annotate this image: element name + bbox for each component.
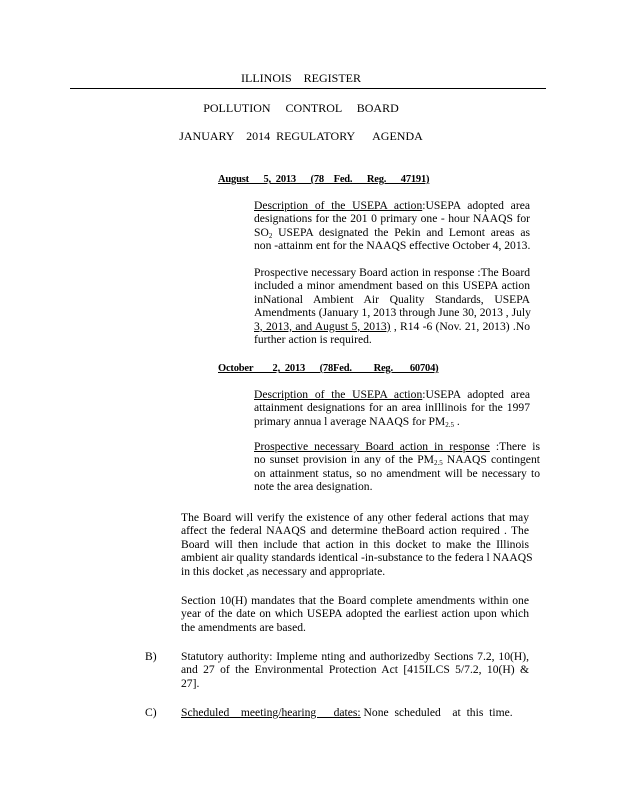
text-line: further action is required. [254,333,372,347]
text-line: Section 10(H) mandates that the Board complete amendments within one [181,594,529,607]
register-title: ILLINOIS REGISTER [241,71,361,85]
text-line: non -attainm ent for the NAAQS effective October 4, 2013. [254,239,531,253]
text-line: primary annua l average NAAQS for $PM_{2.5}$ . [254,414,460,429]
prospective-paragraph-1 [254,266,530,346]
scheduled-meetings-value: None scheduled at this time. [360,706,513,719]
text-line: affect the federal NAAQS and determine theBoard action required . The [181,524,529,538]
text-line: included a minor amendment based on this USEPA action [254,279,530,293]
description-label: Description of the USEPA action [254,199,423,212]
text-line: Statutory authority: Impleme nting and authorizedby Sections 7.2, 10(H), [181,650,529,663]
scheduled-meetings-line [181,706,513,719]
text-line: inNational Ambient Air Quality Standards, USEPA [254,292,530,306]
description-paragraph-1 [254,199,530,253]
text-line: attainment designations for an area inIllinois for the 1997 [254,401,530,415]
text-line: designations for the 201 0 primary one - hour NAAQS for [254,212,530,226]
text-line: the amendments are based. [181,620,306,634]
text-line: note the area designation. [254,480,373,494]
section-10h-paragraph [181,594,529,634]
text-line: Amendments (January 1, 2013 through June 30, 2013 , July [254,306,531,320]
text-line: ambient air quality standards identical -in-substance to the federa l NAAQS [181,551,533,565]
scheduled-meetings-label: Scheduled meeting/hearing dates: [181,706,361,719]
prospective-paragraph-2 [254,440,540,494]
text-line: Description of the USEPA action:USEPA adopted area [254,199,530,212]
text-line: on attainment status, so no amendment will be necessary to [254,466,540,480]
text-line: 27]. [181,676,200,690]
item-c-marker: C) [145,706,157,719]
text-line: Board will then include that action in this docket to make the Illinois [181,537,529,551]
description-paragraph-2 [254,388,530,428]
text-line: Description of the USEPA action:USEPA adopted area [254,388,530,401]
description-label: Description of the USEPA action [254,388,423,401]
text-line: Prospective necessary Board action in response :The Board [254,266,530,279]
text-line: year of the date on which USEPA adopted the earliest action upon which [181,607,529,621]
text-line: The Board will verify the existence of any other federal actions that may [181,511,529,524]
text-line: and 27 of the Environmental Protection Act [415ILCS 5/7.2, 10(H) & [181,663,529,677]
statutory-authority-paragraph [181,650,529,690]
text-line: no sunset provision in any of the $PM_{2.5}$ NAAQS contingent [254,453,540,468]
board-title: POLLUTION CONTROL BOARD [203,101,399,115]
text-line: 3, 2013, and August 5, 2013) , R14 -6 (Nov. 21, 2013) .No [254,319,530,333]
text-line: in this docket ,as necessary and appropriate. [181,564,386,578]
text-line: $SO_2$ USEPA designated the Pekin and Lemont areas as [254,225,530,240]
fed-reg-citation-2: October 2, 2013 (78Fed. Reg. 60704) [218,363,439,374]
item-b-marker: B) [145,650,157,663]
header-divider [70,88,546,89]
fed-reg-citation-1: August 5, 2013 (78 Fed. Reg. 47191) [218,174,430,185]
text-line: Prospective necessary Board action in response :There is [254,440,540,453]
board-verify-paragraph [181,511,533,578]
prospective-label: Prospective necessary Board action in response [254,440,490,453]
agenda-title: JANUARY 2014 REGULATORY AGENDA [179,129,423,143]
